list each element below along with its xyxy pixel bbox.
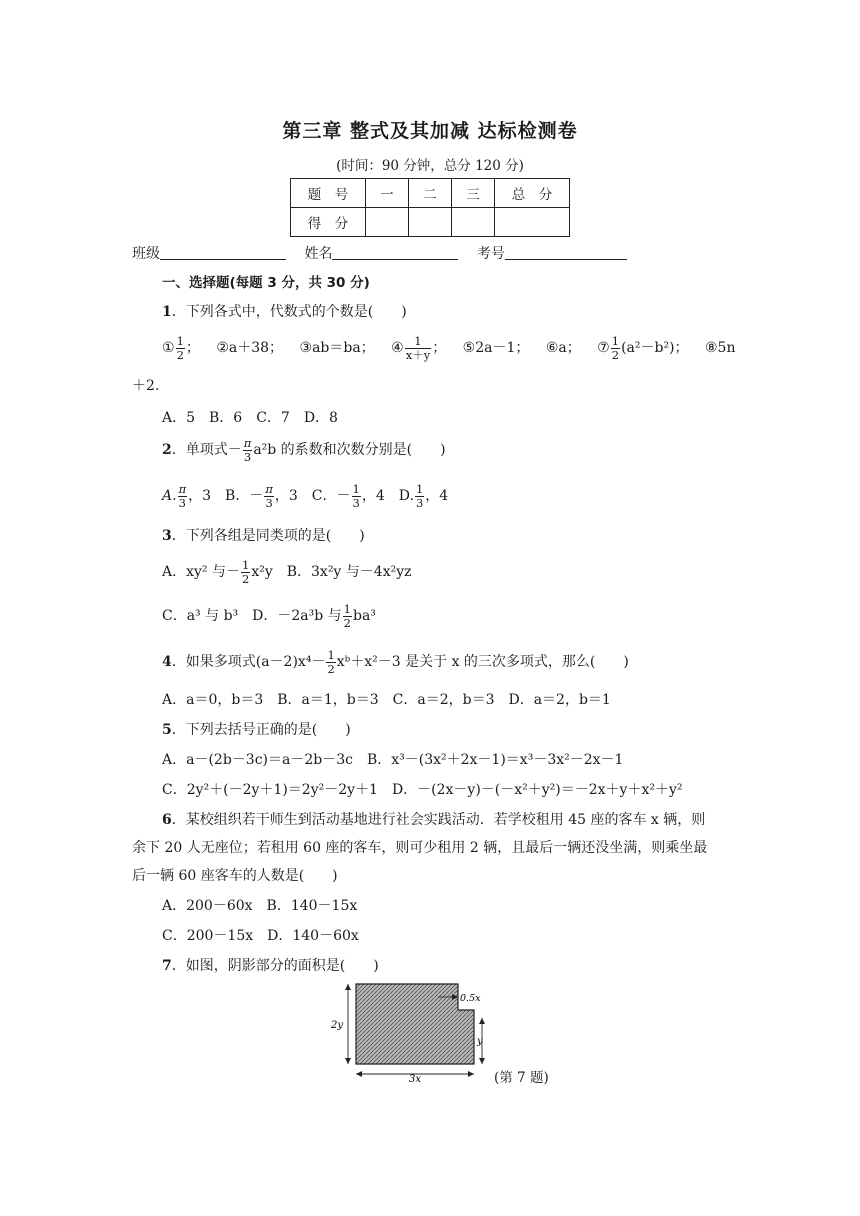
- question-7-stem: [162, 956, 379, 976]
- label-3x: 3x: [409, 1074, 422, 1084]
- question-number: 5: [162, 722, 172, 738]
- question-1-continuation: ＋2.: [132, 378, 160, 394]
- question-6-line-2: 余下 20 人无座位；若租用 60 座的客车，则可少租用 2 辆，且最后一辆还没坐满，则乘坐最: [132, 840, 708, 856]
- fraction-denominator: 3: [265, 495, 273, 510]
- question-2-options: [162, 482, 448, 510]
- score-table-cell: 得 分: [291, 208, 366, 237]
- fraction: [343, 603, 352, 630]
- fraction-denominator: 3: [178, 495, 186, 510]
- name-label: 姓名: [304, 246, 333, 262]
- fraction-numerator: 1: [176, 333, 184, 348]
- label-0-5x: 0.5x: [460, 993, 481, 1004]
- question-number: 2: [162, 442, 172, 458]
- question-text: ．如果多项式(a－2)x⁴－: [171, 654, 326, 670]
- fraction: [405, 335, 431, 362]
- question-number: 1: [162, 304, 172, 320]
- question-text: xᵇ＋x²－3 是关于 x 的三次多项式，那么( ): [336, 654, 629, 670]
- score-entry-cell[interactable]: [409, 208, 452, 237]
- question-text: ．单项式－: [171, 442, 242, 458]
- option-text: C．a³ 与 b³ D．－2a³b 与: [162, 608, 342, 624]
- arrow-up-icon: [345, 984, 351, 990]
- fraction-denominator: 2: [176, 347, 184, 362]
- fraction-denominator: 3: [352, 495, 360, 510]
- fraction-numerator: π: [243, 435, 252, 450]
- fraction-numerator: π: [265, 481, 273, 496]
- shaded-area-figure: [326, 978, 496, 1084]
- arrow-down-icon: [345, 1058, 351, 1064]
- fraction: [352, 483, 361, 510]
- item-text: ⑧5n: [704, 340, 736, 356]
- fraction-numerator: 1: [352, 481, 360, 496]
- fraction-denominator: 2: [343, 615, 351, 630]
- question-text: ．下列各组是同类项的是( ): [171, 528, 365, 544]
- question-6-options-cd: C．200－15x D．140－60x: [162, 928, 359, 944]
- score-entry-cell[interactable]: [495, 208, 570, 237]
- score-entry-cell[interactable]: [366, 208, 409, 237]
- figure-caption: (第 7 题): [494, 1070, 549, 1086]
- question-2-stem: [162, 436, 446, 464]
- question-number: 7: [162, 958, 172, 974]
- fraction: [415, 483, 424, 510]
- label-2y: 2y: [331, 1020, 344, 1031]
- question-text: ．某校组织若干师生到活动基地进行社会实践活动．若学校租用 45 座的客车 x 辆，则: [171, 812, 706, 828]
- fraction-denominator: 2: [241, 571, 250, 586]
- id-field[interactable]: [505, 245, 627, 260]
- fraction: [326, 649, 335, 676]
- option-text: A．xy² 与－: [162, 564, 240, 580]
- fraction-denominator: 3: [415, 495, 424, 510]
- class-field[interactable]: [160, 245, 286, 260]
- item-mark: ⑦: [597, 340, 610, 356]
- score-entry-cell[interactable]: [452, 208, 495, 237]
- question-4-stem: [162, 648, 629, 676]
- option-text: ，4: [425, 488, 449, 504]
- fraction-denominator: x＋y: [405, 347, 431, 362]
- question-text: ．下列去括号正确的是( ): [171, 722, 351, 738]
- fraction-numerator: 1: [415, 481, 424, 496]
- arrow-down-icon: [479, 1058, 485, 1064]
- score-table-cell: 题 号: [291, 179, 366, 208]
- option-text: ，3 C．－: [274, 488, 351, 504]
- question-6-options-ab: A．200－60x B．140－15x: [162, 898, 358, 914]
- option-text: ba³: [352, 608, 376, 624]
- score-table-cell: 总 分: [495, 179, 570, 208]
- fraction: [243, 437, 253, 464]
- class-label: 班级: [132, 246, 160, 262]
- score-table-cell: 三: [452, 179, 495, 208]
- fraction-numerator: 1: [405, 335, 431, 349]
- shaded-region: [356, 984, 474, 1064]
- question-1-options: A．5 B．6 C．7 D．8: [162, 410, 338, 426]
- score-table-cell: 一: [366, 179, 409, 208]
- arrow-right-icon: [468, 1071, 474, 1077]
- option-text: x²y B．3x²y 与－4x²yz: [251, 564, 412, 580]
- score-table-cell: 二: [409, 179, 452, 208]
- score-table: [290, 178, 570, 237]
- question-number: 6: [162, 812, 172, 828]
- question-3-options-ab: [162, 558, 412, 586]
- question-text: ．如图，阴影部分的面积是( ): [171, 958, 379, 974]
- question-3-options-cd: [162, 602, 376, 630]
- question-4-options: A．a＝0，b＝3 B．a＝1，b＝3 C．a＝2，b＝3 D．a＝2，b＝1: [162, 692, 611, 708]
- fraction: [176, 335, 185, 362]
- fraction-numerator: π: [178, 481, 187, 496]
- fraction-numerator: 1: [241, 557, 250, 572]
- item-text: ②a＋38；: [216, 340, 284, 356]
- question-text: a²b 的系数和次数分别是( ): [253, 442, 446, 458]
- fraction: [241, 559, 250, 586]
- item-text: (a²－b²)；: [621, 340, 689, 356]
- question-5-options-cd: C．2y²＋(－2y＋1)＝2y²－2y＋1 D．－(2x－y)－(－x²＋y²)＝－2x＋y＋x²＋y²: [162, 782, 683, 798]
- fraction-denominator: 2: [327, 661, 335, 676]
- arrow-left-icon: [356, 1071, 362, 1077]
- fraction-denominator: 2: [611, 347, 620, 362]
- item-mark: ④: [391, 340, 404, 356]
- fraction-numerator: 1: [343, 601, 351, 616]
- question-1-stem: [162, 302, 407, 322]
- question-text: ．下列各式中，代数式的个数是( ): [171, 304, 407, 320]
- section-heading: 一、选择题(每题 3 分，共 30 分): [162, 275, 370, 291]
- option-text: ，3 B．－: [188, 488, 264, 504]
- question-6-line-1: [162, 810, 705, 830]
- question-1-items: [162, 334, 735, 362]
- score-table-score-row: [291, 208, 570, 237]
- option-label: A.: [162, 488, 177, 504]
- item-text: ③ab＝ba；: [299, 340, 375, 356]
- option-text: ，4 D.: [361, 488, 414, 504]
- fraction: [264, 483, 274, 510]
- page-title: 第三章 整式及其加减 达标检测卷: [282, 120, 578, 142]
- question-5-stem: [162, 720, 351, 740]
- item-text: ⑤2a－1；: [462, 340, 530, 356]
- label-y: y: [477, 1036, 483, 1047]
- item-text: ⑥a；: [545, 340, 581, 356]
- item-text: ；: [432, 340, 447, 356]
- fraction-numerator: 1: [327, 647, 335, 662]
- item-mark: ①: [162, 340, 175, 356]
- fraction: [611, 335, 620, 362]
- question-3-stem: [162, 526, 365, 546]
- id-label: 考号: [476, 246, 505, 262]
- arrow-up-icon: [479, 1018, 485, 1024]
- question-5-options-ab: A．a－(2b－3c)＝a－2b－3c B．x³－(3x²＋2x－1)＝x³－3x²－2x－1: [162, 752, 624, 768]
- score-table-header-row: [291, 179, 570, 208]
- question-number: 3: [162, 528, 172, 544]
- exam-duration-subtitle: (时间：90 分钟，总分 120 分): [336, 158, 524, 174]
- item-text: ；: [185, 340, 200, 356]
- question-number: 4: [162, 654, 172, 670]
- name-field[interactable]: [332, 245, 458, 260]
- fraction-numerator: 1: [611, 333, 620, 348]
- fraction: [178, 483, 188, 510]
- fraction-denominator: 3: [243, 449, 252, 464]
- question-6-line-3: 后一辆 60 座客车的人数是( ): [132, 868, 338, 884]
- student-info-line: [132, 244, 627, 264]
